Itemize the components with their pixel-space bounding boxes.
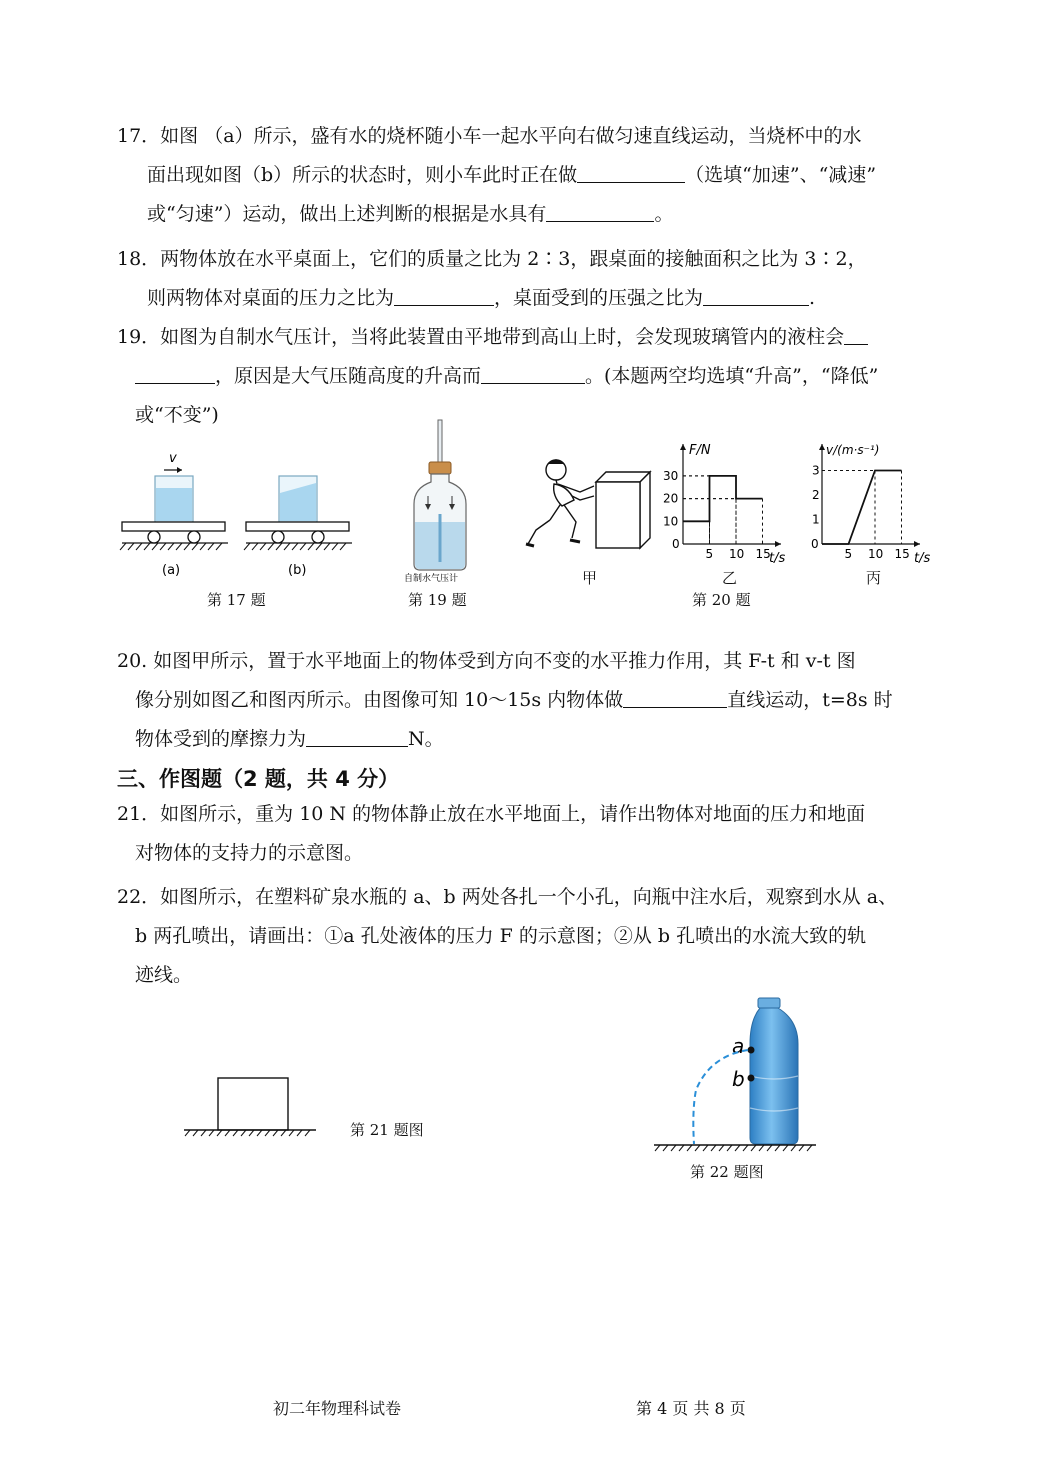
q18-blank-2 (703, 287, 809, 306)
fig20-bing-ylabel: v/(m·s⁻¹) (826, 443, 880, 457)
bing-xtick-0: 0 (811, 537, 819, 551)
bing-xtick-5: 5 (844, 547, 853, 561)
fig20-bing-series-line (822, 471, 902, 545)
q17-line3 (147, 202, 673, 226)
q18-line2-text-a: 则两物体对桌面的压力之比为 (147, 287, 395, 309)
fig20-yi-series-line (683, 476, 763, 521)
q17-line2 (147, 163, 876, 187)
q17-line2-text-b: （选填“加速”、“减速” (685, 164, 877, 186)
q22-line3: 迹线。 (135, 964, 193, 986)
fig17-caption: 第 17 题 (207, 591, 266, 609)
q21-line1: 21．如图所示，重为 10 N 的物体静止放在水平地面上，请作出物体对地面的压力和地面 (117, 803, 866, 825)
q21-line2: 对物体的支持力的示意图。 (135, 842, 364, 864)
fig17-label-a: (a) (162, 563, 181, 578)
fig19-liquid-column (439, 514, 442, 562)
q17-blank-2 (546, 203, 654, 222)
q19-blank-2 (481, 365, 585, 384)
section-3-title: 三、作图题（2 题，共 4 分） (117, 767, 400, 791)
fig17-velocity-arrowhead (177, 467, 182, 473)
figure-20-bing-chart (800, 438, 945, 573)
q18-line2 (147, 286, 815, 310)
q18-line2-text-c: . (809, 287, 816, 309)
bing-ytick-3: 3 (812, 463, 820, 478)
fig21-ground-hatch (185, 1130, 310, 1136)
q19-line2-text-a: ，原因是大气压随高度的升高而 (215, 365, 482, 387)
q18-blank-1 (394, 287, 494, 306)
footer-page-number: 第 4 页 共 8 页 (636, 1399, 746, 1418)
q20-blank-2 (306, 728, 408, 747)
q18-line2-text-b: ，桌面受到的压强之比为 (494, 287, 704, 309)
fig17-beaker-b (279, 476, 317, 522)
yi-xtick-10: 10 (729, 547, 745, 561)
figure-21 (182, 1076, 322, 1146)
q19-line2 (135, 364, 878, 388)
figure-17 (118, 448, 378, 588)
fig20-box (596, 472, 650, 548)
fig20-person (526, 460, 594, 546)
yi-ytick-10: 10 (663, 514, 679, 529)
fig22-bottle (750, 1008, 798, 1144)
fig17-label-b: (b) (288, 563, 307, 578)
fig17-velocity-label: v (169, 451, 177, 466)
q20-line1: 20. 如图甲所示，置于水平地面上的物体受到方向不变的水平推力作用，其 F-t 和 v-t 图 (117, 650, 856, 672)
fig22-cap (758, 998, 780, 1008)
q20-line2 (135, 688, 893, 712)
yi-xtick-5: 5 (705, 547, 714, 561)
q20-line3 (135, 727, 444, 751)
fig19-caption: 第 19 题 (408, 591, 467, 609)
fig17-beaker-a (155, 476, 193, 522)
figure-19 (402, 418, 482, 588)
bing-ytick-1: 1 (812, 512, 820, 527)
q18-line1: 18．两物体放在水平桌面上，它们的质量之比为 2∶3，跟桌面的接触面积之比为 3∶2， (117, 248, 867, 270)
fig22-hole-a (748, 1047, 755, 1054)
q19-line2-text-b: 。(本题两空均选填“升高”，“降低” (585, 365, 879, 387)
q20-line3-text-a: 物体受到的摩擦力为 (135, 728, 307, 750)
fig20-bing-xlabel: t/s (914, 551, 931, 566)
fig22-hole-b (748, 1075, 755, 1082)
fig22-caption: 第 22 题图 (690, 1163, 764, 1181)
q17-line3-text-b: 。 (654, 203, 674, 225)
q19-line1-text: 19．如图为自制水气压计，当将此装置由平地带到高山上时，会发现玻璃管内的液柱会 (117, 326, 845, 348)
q17-line1: 17．如图 （a）所示，盛有水的烧杯随小车一起水平向右做匀速直线运动，当烧杯中的水 (117, 125, 862, 147)
fig20-label-bing: 丙 (866, 569, 882, 587)
q20-line3-text-b: N。 (408, 728, 444, 750)
yi-ytick-30: 30 (663, 468, 679, 483)
fig20-label-jia: 甲 (582, 569, 598, 587)
fig22-label-b: b (732, 1067, 745, 1091)
fig20-yi-guides (683, 476, 763, 544)
fig20-yi-ylabel: F/N (689, 443, 711, 458)
q17-blank-1 (577, 164, 685, 183)
fig22-label-a: a (732, 1034, 745, 1058)
fig22-water-stream (693, 1050, 748, 1144)
q20-line2-text-a: 像分别如图乙和图丙所示。由图像可知 10～15s 内物体做 (135, 689, 624, 711)
bing-xtick-10: 10 (868, 547, 884, 561)
footer-title: 初二年物理科试卷 (273, 1399, 402, 1418)
fig21-block (218, 1078, 288, 1130)
fig20-caption: 第 20 题 (692, 591, 751, 609)
bing-xtick-15: 15 (894, 547, 910, 561)
yi-ytick-20: 20 (663, 491, 679, 506)
q17-line3-text-a: 或“匀速”）运动，做出上述判断的根据是水具有 (147, 203, 547, 225)
yi-xtick-15: 15 (755, 547, 771, 561)
fig17-cart-b (244, 522, 352, 550)
fig19-cork (429, 462, 451, 474)
fig19-label: 自制水气压计 (404, 574, 459, 584)
figure-20-yi-chart (655, 438, 795, 573)
q20-line2-text-b: 直线运动，t=8s 时 (727, 689, 893, 711)
yi-xtick-0: 0 (672, 537, 680, 551)
fig22-ground-hatch (655, 1145, 812, 1151)
bing-ytick-2: 2 (812, 488, 820, 502)
q19-line1 (117, 325, 868, 349)
q19-blank-1-start (844, 326, 868, 345)
q17-line2-text-a: 面出现如图（b）所示的状态时，则小车此时正在做 (147, 164, 578, 186)
fig17-cart-a (120, 522, 228, 550)
figure-20-jia (522, 456, 657, 566)
figure-22 (648, 990, 848, 1160)
fig20-yi-ticks (663, 469, 771, 561)
q20-blank-1 (623, 689, 727, 708)
fig20-label-yi: 乙 (722, 569, 738, 587)
q22-line1: 22．如图所示，在塑料矿泉水瓶的 a、b 两处各扎一个小孔，向瓶中注水后，观察到水从 a、 (117, 886, 898, 908)
q22-line2: b 两孔喷出，请画出：①a 孔处液体的压力 F 的示意图；②从 b 孔喷出的水流大致的轨 (135, 925, 867, 947)
fig21-caption: 第 21 题图 (350, 1121, 424, 1139)
fig20-yi-xlabel: t/s (769, 551, 786, 566)
q19-line3: 或“不变”) (135, 404, 219, 426)
q19-blank-1-end (135, 365, 215, 384)
